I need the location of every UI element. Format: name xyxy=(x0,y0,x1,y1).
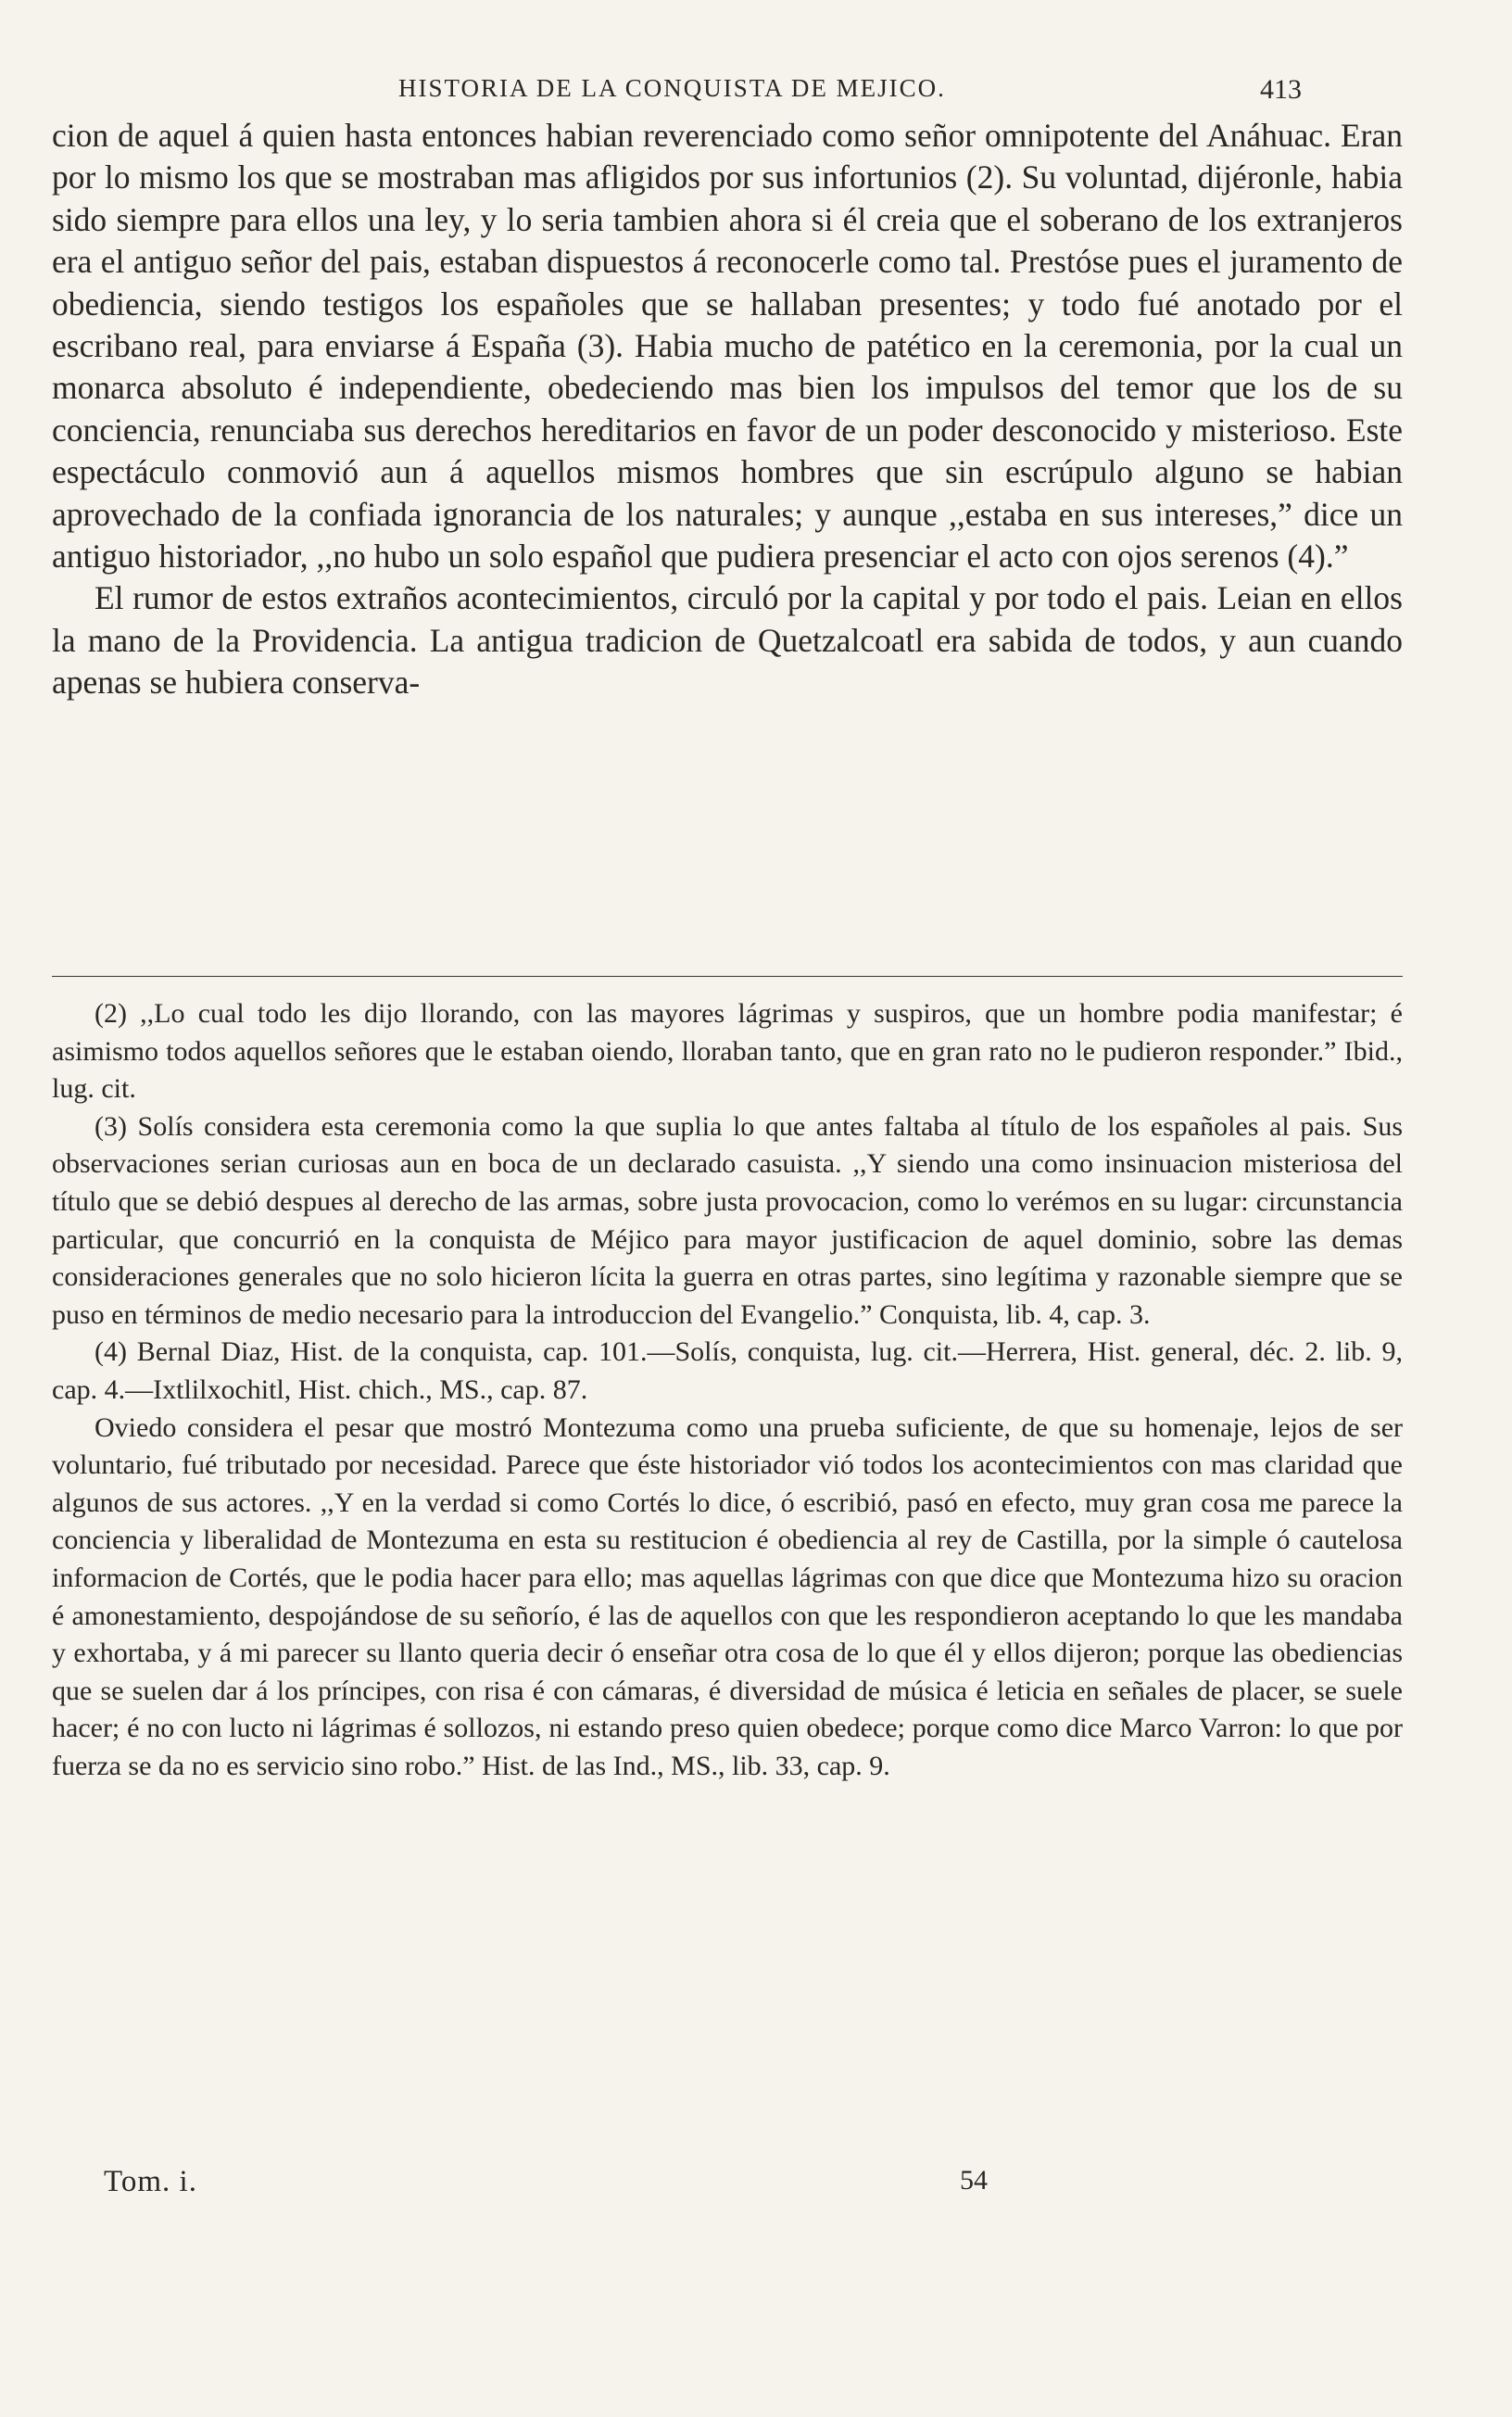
footnote-4-continued: Oviedo considera el pesar que mostró Montezuma como una prueba suficiente, de que su homenaje, lejos de ser voluntario, fué tributado por necesidad. Parece que éste historiador vió todos los acontecimientos con mas claridad que algunos de sus actores. ,,Y en la verdad si como Cortés lo dice, ó escribió, pasó en efecto, muy gran cosa me parece la conciencia y liberalidad de Montezuma en esta su restitucion é obediencia al rey de Castilla, por la simple ó cautelosa informacion de Cortés, que le podia hacer para ello; mas aquellas lágrimas con que dice que Montezuma hizo su oracion é amonestamiento, despojándose de su señorío, é las de aquellos con que les respondieron aceptando lo que les mandaba y exhortaba, y á mi parecer su llanto queria decir ó enseñar otra cosa de lo que él y ellos dijeron; porque las obediencias que se suelen dar á los príncipes, con risa é con cámaras, é diversidad de música é leticia en señales de placer, se suele hacer; é no con lucto ni lágrimas é sollozos, ni estando preso quien obedece; porque como dice Marco Varron: lo que por fuerza se da no es servicio sino robo.” Hist. de las Ind., MS., lib. 33, cap. 9. xyxy=(52,1411,1403,1781)
footnotes xyxy=(52,995,1403,1785)
main-text xyxy=(52,115,1403,704)
signature-mark: 54 xyxy=(960,2165,988,2196)
body-paragraph: El rumor de estos extraños acontecimientos, circuló por la capital y por todo el pais. Leian en ellos la mano de la Providencia. La antigua tradicion de Quetzalcoatl era sabida de todos, y aun cuando apenas se hubiera conserva- xyxy=(52,579,1403,702)
footnote-2: (2) ,,Lo cual todo les dijo llorando, con las mayores lágrimas y suspiros, que un hombre podia manifestar; é asimismo todos aquellos señores que le estaban oiendo, lloraban tanto, que en gran rato no le pudieron responder.” Ibid., lug. cit. xyxy=(52,998,1403,1105)
footnote-3: (3) Solís considera esta ceremonia como la que suplia lo que antes faltaba al título de los españoles al pais. Sus observaciones serian curiosas aun en boca de un declarado casuista. ,,Y siendo una como insinuacion misteriosa del título que se debió despues al derecho de las armas, sobre justa provocacion, como lo verémos en su lugar: circunstancia particular, que concurrió en la conquista de Méjico para mayor justificacion de aquel dominio, sobre las demas consideraciones generales que no solo hicieron lícita la guerra en otras partes, sino legítima y razonable siempre que se puso en términos de medio necesario para la introduccion del Evangelio.” Conquista, lib. 4, cap. 3. xyxy=(52,1110,1403,1330)
page-number: 413 xyxy=(1260,74,1302,105)
footnote-divider xyxy=(52,976,1403,977)
footnote-4: (4) Bernal Diaz, Hist. de la conquista, cap. 101.—Solís, conquista, lug. cit.—Herrera, Hist. general, déc. 2. lib. 9, cap. 4.—Ixtlilxochitl, Hist. chich., MS., cap. 87. xyxy=(52,1336,1403,1405)
volume-mark: Tom. i. xyxy=(104,2165,197,2198)
running-title: HISTORIA DE LA CONQUISTA DE MEJICO. xyxy=(398,74,946,102)
body-paragraph: cion de aquel á quien hasta entonces habian reverenciado como señor omnipotente del Anáhuac. Eran por lo mismo los que se mostraban mas afligidos por sus infortunios (2). Su voluntad, dijéronle, habia sido siempre para ellos una ley, y lo seria tambien ahora si él creia que el soberano de los extranjeros era el antiguo señor del pais, estaban dispuestos á reconocerle como tal. Prestóse pues el juramento de obediencia, siendo testigos los españoles que se hallaban presentes; y todo fué anotado por el escribano real, para enviarse á España (3). Habia mucho de patético en la ceremonia, por la cual un monarca absoluto é independiente, obedeciendo mas bien los impulsos del temor que los de su conciencia, renunciaba sus derechos hereditarios en favor de un poder desconocido y misterioso. Este espectáculo conmovió aun á aquellos mismos hombres que sin escrúpulo alguno se habian aprovechado de la confiada ignorancia de los naturales; y aunque ,,estaba en sus intereses,” dice un antiguo historiador, ,,no hubo un solo español que pudiera presenciar el acto con ojos serenos (4).” xyxy=(52,117,1403,576)
